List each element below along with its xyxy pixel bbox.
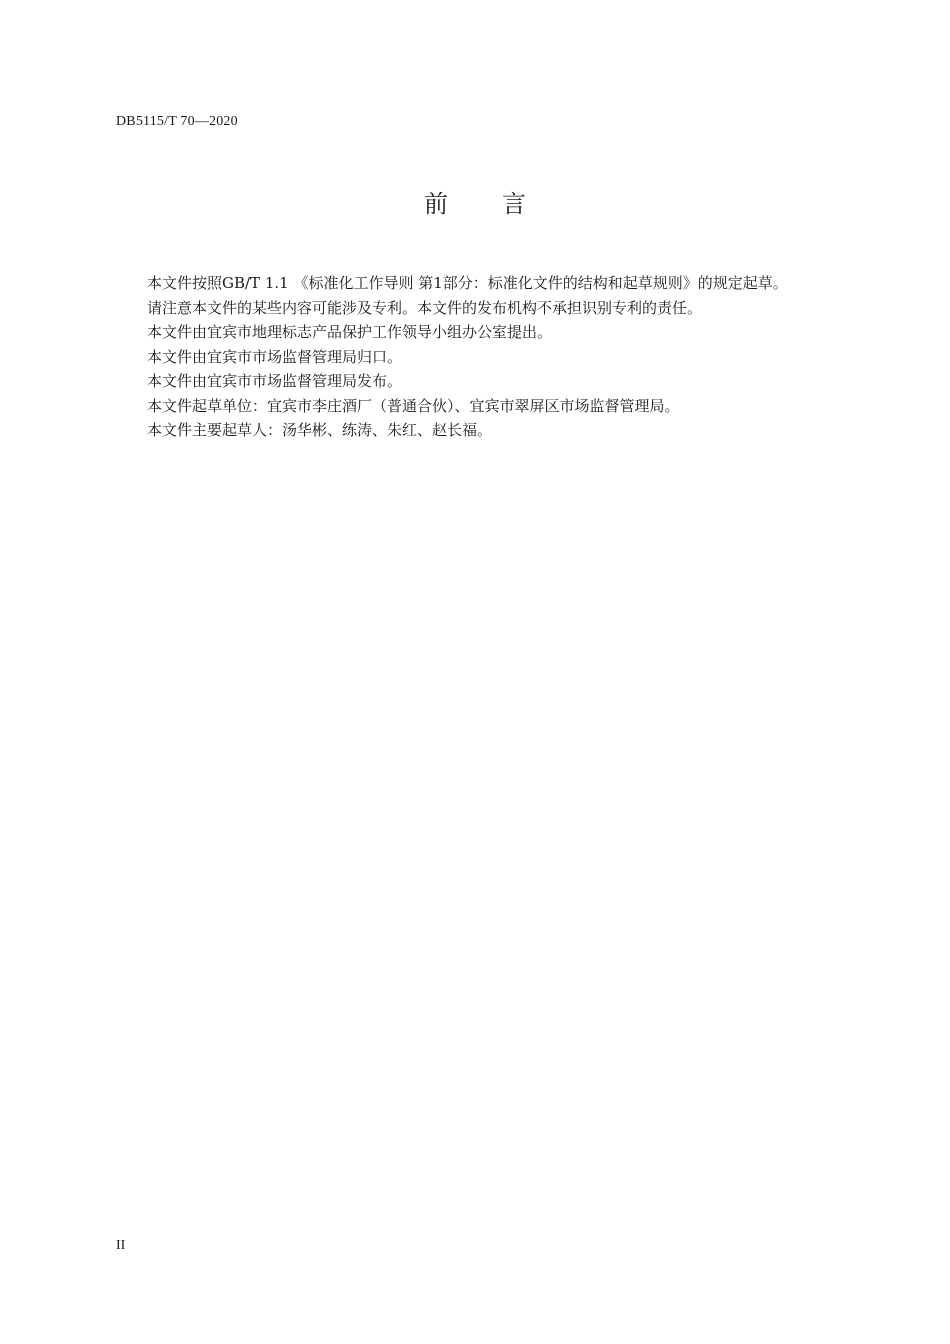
- paragraph-patent-notice: 请注意本文件的某些内容可能涉及专利。本文件的发布机构不承担识别专利的责任。: [147, 298, 703, 317]
- standard-code: DB5115/T 70—2020: [116, 114, 238, 129]
- page-number: II: [116, 1238, 126, 1253]
- foreword-body: [147, 271, 867, 443]
- paragraph-drafting-units: 本文件起草单位：宜宾市李庄酒厂（普通合伙）、宜宾市翠屏区市场监督管理局。: [147, 396, 680, 415]
- section-title: 前言: [424, 190, 580, 218]
- paragraph-proposer: 本文件由宜宾市地理标志产品保护工作领导小组办公室提出。: [147, 323, 553, 341]
- paragraph-drafters: 本文件主要起草人：汤华彬、练涛、朱红、赵长福。: [147, 421, 493, 439]
- paragraph-publisher: 本文件由宜宾市市场监督管理局发布。: [147, 372, 403, 390]
- paragraph-administrator: 本文件由宜宾市市场监督管理局归口。: [147, 347, 403, 366]
- paragraph-drafting-rules: 本文件按照GB/T 1.1 《标准化工作导则 第1部分：标准化文件的结构和起草规则》的规定起草。: [147, 274, 788, 292]
